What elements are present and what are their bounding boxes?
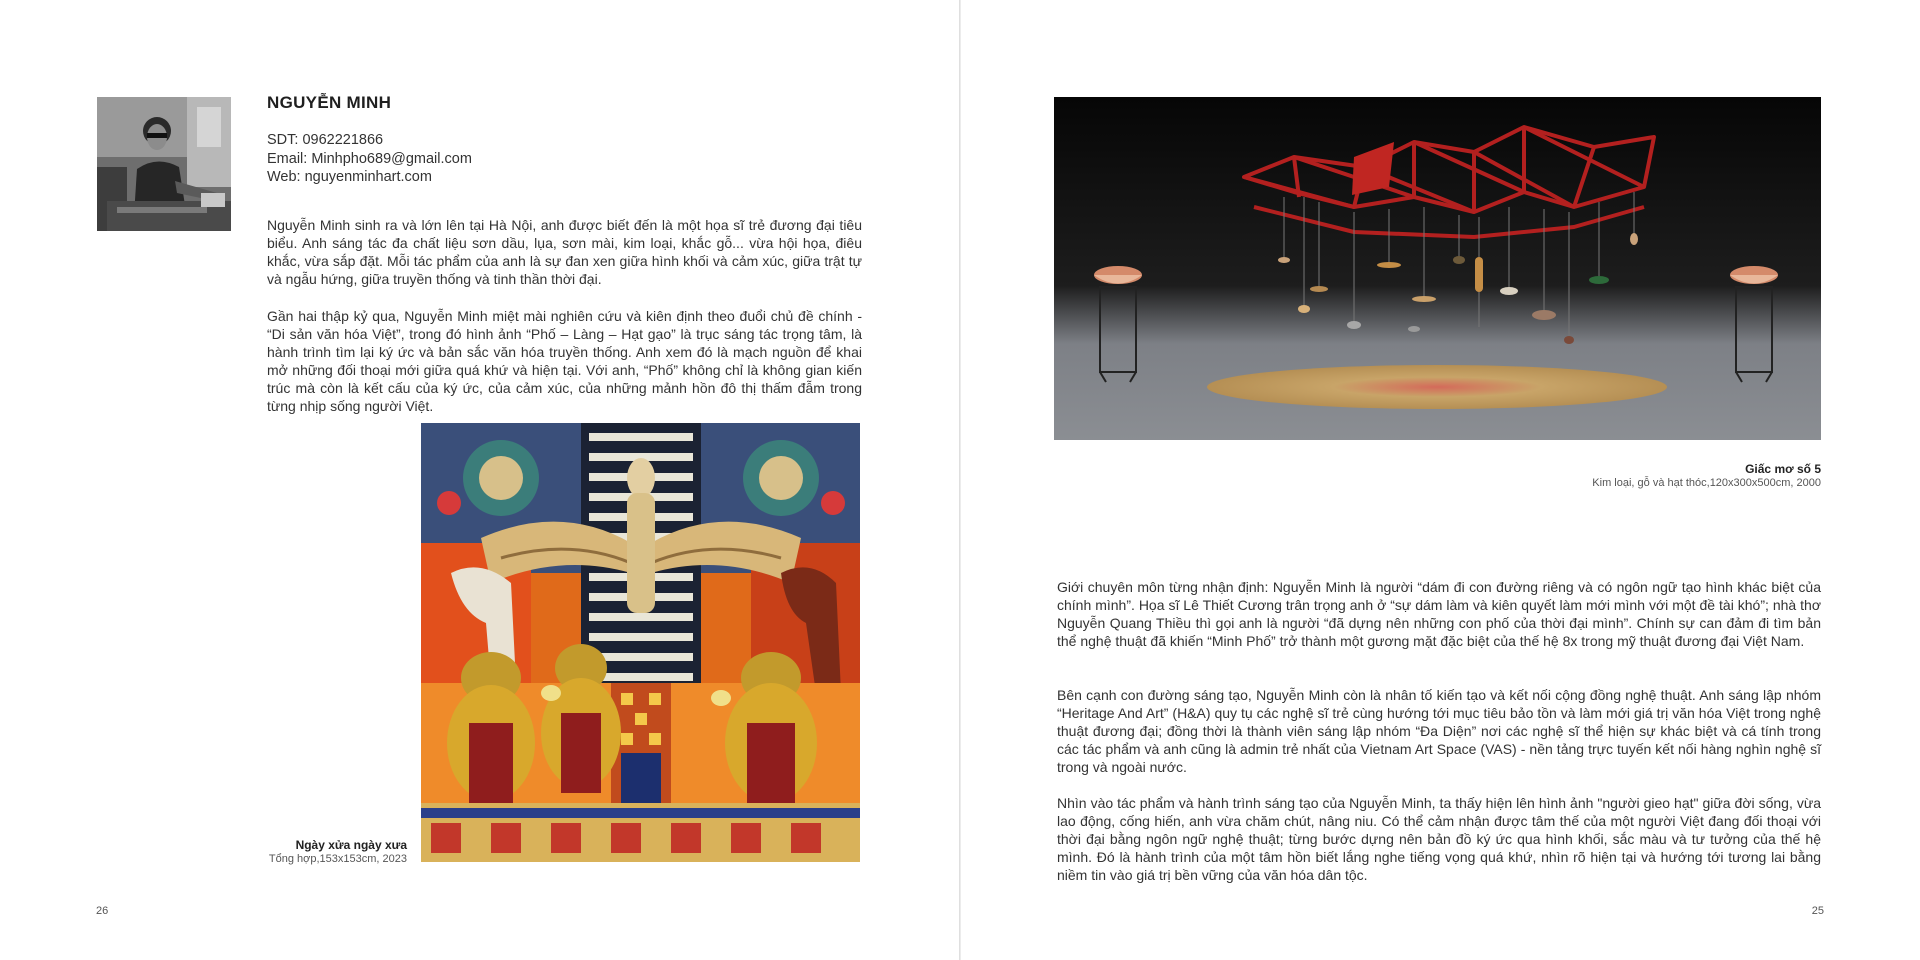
essay-paragraph: Giới chuyên môn từng nhận định: Nguyễn Minh là người “dám đi con đường riêng và có ngôn ngữ tạo hình khác biệt của chính mình”. Họa sĩ Lê Thiết Cương trân trọng anh ở “sự dám làm và kiên quyết làm mới mình với một đề tài khó”; nhà thơ Nguyễn Quang Thiều thì gọi anh là người “đã dựng nên những con phố của thời đại mình”. Chính sự can đảm đi tìm bản thể nghệ thuật đã khiến “Minh Phố” trở thành một gương mặt đặc biệt của thế hệ 8x trong mỹ thuật đương đại Việt Nam. — [1057, 579, 1821, 649]
page-number: 26 — [96, 905, 109, 917]
essay-paragraph: Bên cạnh con đường sáng tạo, Nguyễn Minh còn là nhân tố kiến tạo và kết nối cộng đồng nghệ thuật. Anh sáng lập nhóm “Heritage And Art” (H&A) quy tụ các nghệ sĩ trẻ cùng hướng tới mục tiêu bảo tồn và làm mới giá trị văn hóa Việt trong nghệ thuật đương đại; đồng thời là thành viên sáng lập nhóm “Đa Diện” nơi các nghệ sĩ thể hiện sự khác biệt và cá tính trong các tác phẩm và anh cũng là admin trẻ nhất của Vietnam Art Space (VAS) - nền tảng trực tuyến kết nối hàng nghìn nghệ sĩ trong và ngoài nước. — [1057, 687, 1821, 775]
artist-email: Email: Minhpho689@gmail.com — [267, 150, 472, 167]
artwork-title: Giấc mơ số 5 — [1745, 462, 1821, 476]
bio-paragraph: Nguyễn Minh sinh ra và lớn lên tại Hà Nội, anh được biết đến là một họa sĩ trẻ đương đại tiêu biểu. Anh sáng tác đa chất liệu sơn dầu, lụa, sơn mài, kim loại, khắc gỗ... vừa hội họa, điêu khắc, vừa sắp đặt. Mỗi tác phẩm của anh là sự đan xen giữa hình khối và cảm xúc, giữa trật tự và ngẫu hứng, giữa truyền thống và tinh thần thời đại. — [267, 217, 862, 287]
artist-portrait-photo — [97, 97, 231, 231]
artist-name: NGUYỄN MINH — [267, 93, 392, 112]
artwork-painting-image — [421, 423, 860, 862]
contact-info — [267, 131, 472, 187]
essay-paragraph: Nhìn vào tác phẩm và hành trình sáng tạo của Nguyễn Minh, ta thấy hiện lên hình ảnh "người gieo hạt" giữa đời sống, vừa lao động, cống hiến, anh vừa chăm chút, nâng niu. Có thể cảm nhận được tâm thế của một người Việt đang đối thoại với thời đại bằng ngôn ngữ nghệ thuật; từng bước dựng nên bản đồ ký ức qua hình khối, sắc màu và tư tưởng của thế hệ mình. Đó là hành trình của một tâm hồn biết lắng nghe tiếng vọng quá khứ, nhìn rõ hiện tại và hướng tới tương lai bằng niềm tin vào giá trị bền vững của văn hóa dân tộc. — [1057, 795, 1821, 883]
artwork-caption — [269, 838, 407, 866]
bio-paragraph: Gần hai thập kỷ qua, Nguyễn Minh miệt mài nghiên cứu và kiên định theo đuổi chủ đề chính - “Di sản văn hóa Việt”, trong đó hình ảnh “Phố – Làng – Hạt gạo” là trục sáng tác trọng tâm, là hành trình tìm lại ký ức và bản sắc văn hóa truyền thống. Anh xem đó là mạch nguồn để khai mở những đối thoại mới giữa quá khứ và hiện tại. Với anh, “Phố” không chỉ là không gian kiến trúc mà còn là kết cấu của ký ức, của cảm xúc, của những mảnh hồn đô thị thấm đẫm trong từng nhịp sống người Việt. — [267, 308, 862, 414]
artwork-details: Tổng hợp,153x153cm, 2023 — [268, 853, 407, 865]
installation-photo — [1054, 97, 1821, 440]
artwork-caption — [1592, 462, 1821, 490]
artist-phone: SDT: 0962221866 — [267, 132, 384, 148]
right-page — [961, 0, 1920, 960]
page-number: 25 — [1811, 905, 1824, 917]
artist-website: Web: nguyenminhart.com — [267, 169, 432, 185]
artwork-title: Ngày xửa ngày xưa — [295, 838, 407, 852]
artwork-details: Kim loại, gỗ và hạt thóc,120x300x500cm, 2000 — [1592, 477, 1821, 489]
